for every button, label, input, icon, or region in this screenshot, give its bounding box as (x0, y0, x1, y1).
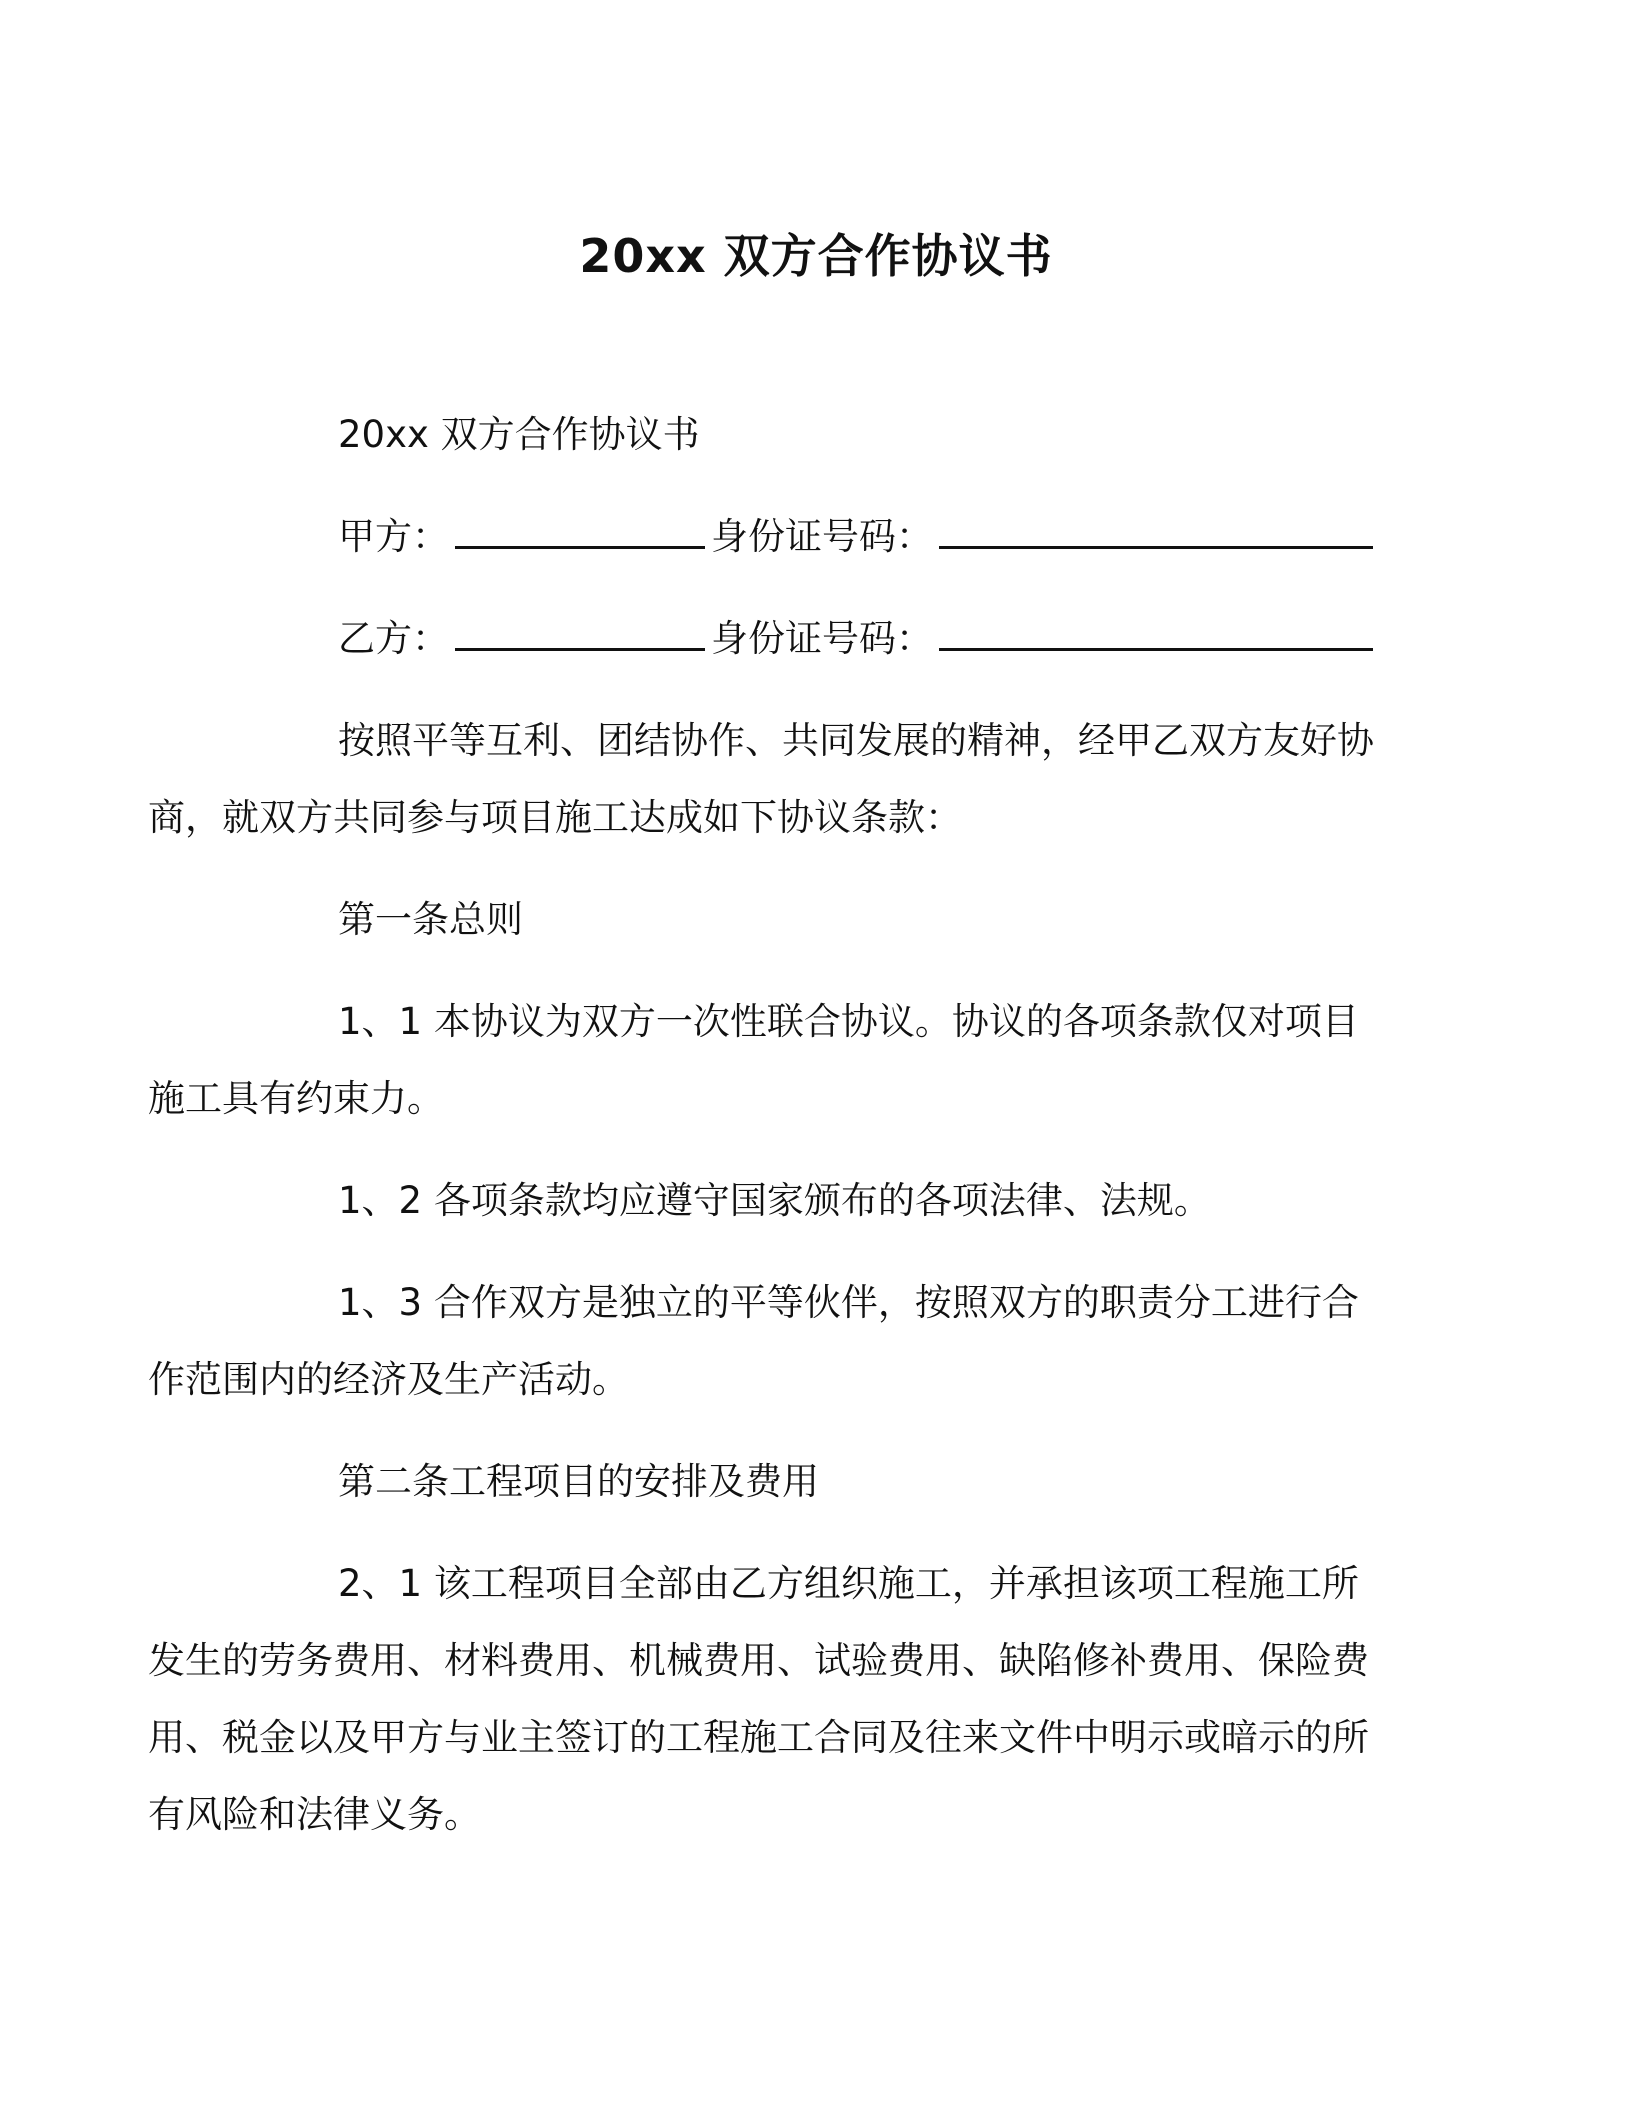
party-b-id-label: 身份证号码： (711, 617, 933, 660)
party-b-name-blank[interactable] (455, 602, 705, 651)
party-b-label: 乙方： (338, 617, 449, 660)
document-body (148, 396, 1383, 1878)
clause-1-3: 1、3 合作双方是独立的平等伙伴，按照双方的职责分工进行合作范围内的经济及生产活动。 (148, 1281, 1359, 1401)
party-b-id-blank[interactable] (939, 602, 1373, 651)
article-2-heading: 第二条工程项目的安排及费用 (338, 1460, 819, 1503)
intro-paragraph: 按照平等互利、团结协作、共同发展的精神，经甲乙双方友好协商，就双方共同参与项目施工达成如下协议条款： (148, 719, 1374, 839)
article-1-heading: 第一条总则 (338, 898, 523, 941)
clause-1-1: 1、1 本协议为双方一次性联合协议。协议的各项条款仅对项目施工具有约束力。 (148, 1000, 1359, 1120)
clause-2-1: 2、1 该工程项目全部由乙方组织施工，并承担该项工程施工所发生的劳务费用、材料费用、机械费用、试验费用、缺陷修补费用、保险费用、税金以及甲方与业主签订的工程施工合同及往来文件中明示或暗示的所有风险和法律义务。 (148, 1562, 1369, 1836)
document-title: 20xx 双方合作协议书 (579, 229, 1053, 283)
subtitle: 20xx 双方合作协议书 (338, 413, 700, 456)
party-a-line (243, 498, 1383, 575)
clause-1-2: 1、2 各项条款均应遵守国家颁布的各项法律、法规。 (338, 1179, 1211, 1222)
party-a-id-blank[interactable] (939, 500, 1373, 549)
party-b-line (243, 600, 1383, 677)
party-a-id-label: 身份证号码： (711, 515, 933, 558)
party-a-label: 甲方： (338, 515, 449, 558)
party-a-name-blank[interactable] (455, 500, 705, 549)
